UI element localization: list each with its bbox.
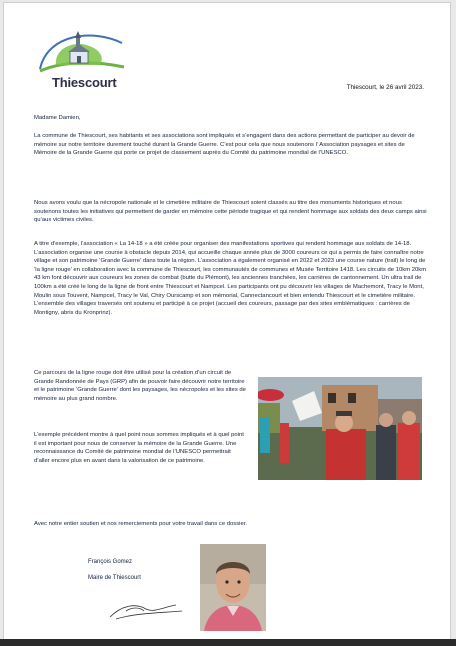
signer-name: François Gomez — [88, 559, 133, 565]
paragraph-1: La commune de Thiescourt, ses habitants et ses associations sont impliqués et s’engagent dans des actions permettant de participer au devoir de mémoire sur notre territoire durement touché durant la Grande Guerre. C’est pour cela que nous soutenons l’ Association paysages et sites de Mémoire de la Grande Guerre qui porte ce projet de classement auprès du Comité du patrimoine mondial de l’UNESCO. — [34, 133, 415, 157]
paragraph-2: Nous avons voulu que la nécropole nationale et le cimetière militaire de Thiescourt soient classés au titre des monuments historiques et nous soutenons toutes les initiatives qui permettent de garder en mémoire cette période tragique et qui rendent hommage aux soldats des deux camps ainsi qu’aux victimes civiles. — [34, 200, 427, 224]
paragraph-5: L’exemple précédent montre à quel point nous sommes impliqués et à quel point il est important pour nous de conserver la mémoire de la Grande Guerre. Une reconnaissance du Comité de patrimoine mondial de l’UNESCO permettrait d’aller encore plus en avant dans la valorisation de ce patrimoine. — [34, 432, 244, 464]
handwritten-signature-icon — [106, 599, 186, 623]
logo-town-name: Thiescourt — [52, 75, 117, 90]
letter-date: Thiescourt, le 26 avril 2023. — [346, 84, 424, 91]
closing-line: Avec notre entier soutien et nos remerciements pour votre travail dans ce dossier. — [34, 521, 248, 527]
paragraph-3: A titre d’exemple, l’association « La 14-18 » a été créée pour organiser des manifestations sportives qui rendent hommage aux soldats de 14-18. L’association organise une course à obstacle depuis 2014, qui accueille chaque année plus de 3000 coureurs ce qui a permis de faire connaître notre village et son patrimoine ‘Grande Guerre’ dans toute la région. L’association a également organisé en 2022 et 2023 une course nature (trail) le long de ‘la ligne rouge’ en collaboration avec la commune de Thiescourt, les communautés de communes et Musée Territoire 1418. Les circuits de 10km 20km 43 km font découvrir aux coureurs les zones de combat (butte du Plémont), les anciennes tranchées, les carrières de cantonnement. Un ultra trail de 100km a été créé le long de la ligne de front entre Thiescourt et Nampcel. Les participants ont pu découvrir les villages de Machemont, Tracy le Mont, Moulin sous Touvent, Nampcel, Tracy le Val, Chiry Ourscamp et son mémorial, Cannectancourt et bien entendu Thiescourt et le cimetière militaire. L’ensemble des villages traversés ont soutenu et participé à ce projet (accueil des coureurs, passage par des sites emblématiques : carrières de Montigny, abris du Kronprinz). — [34, 241, 427, 316]
viewer-bottom-bar — [0, 639, 456, 646]
village-church-logo-icon — [34, 25, 130, 79]
signer-title: Maire de Thiescourt — [88, 575, 141, 581]
paragraph-4: Ce parcours de la ligne rouge doit être utilisé pour la création d’un circuit de Grande Randonnée de Pays (GRP) afin de pouvoir faire découvrir notre territoire et le patrimoine ‘Grande Guerre’ dont les paysages, les nécropoles et les sites de mémoire au plus grand nombre. — [34, 370, 246, 402]
letter-page — [3, 2, 451, 642]
trail-runners-photo — [258, 377, 422, 480]
salutation: Madame Damien, — [34, 115, 81, 121]
mayor-portrait-photo — [200, 544, 266, 631]
village-logo — [34, 25, 130, 95]
